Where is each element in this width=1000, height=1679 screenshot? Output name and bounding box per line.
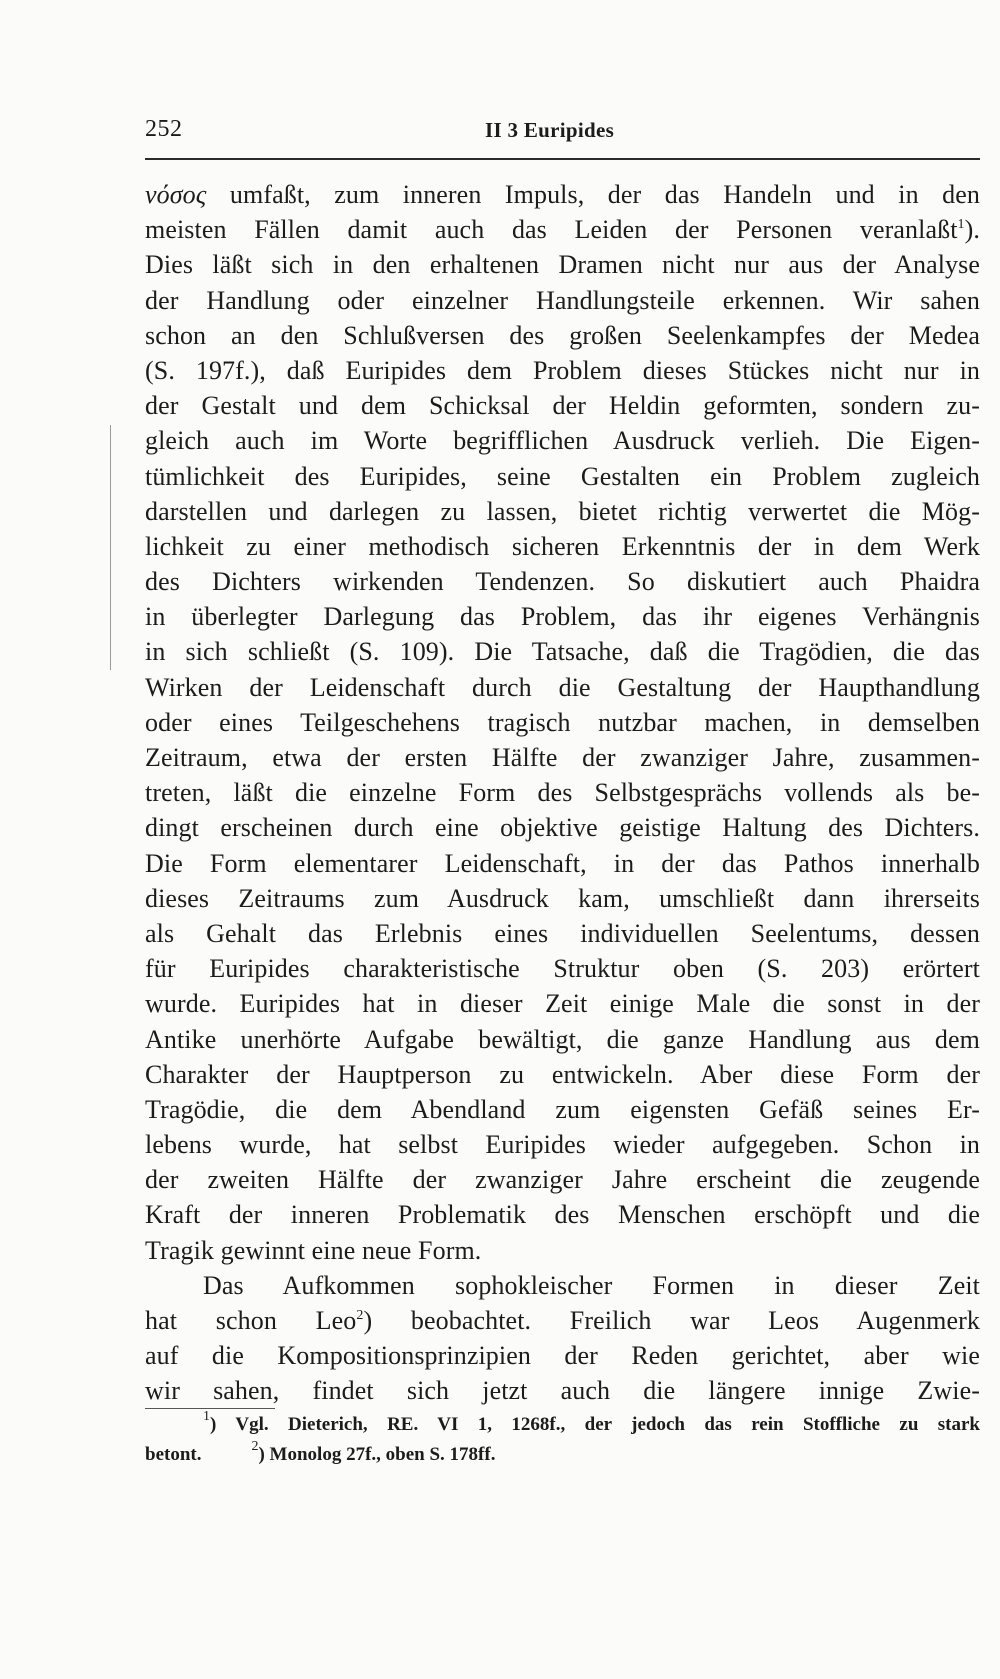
- text-line: [145, 881, 980, 916]
- line-text-after-ref: ).: [964, 215, 980, 245]
- footnote-1: [145, 1410, 980, 1440]
- footnote-rule: [145, 1408, 275, 1409]
- body-text: [145, 177, 980, 1409]
- footnote-ref: 2: [356, 1308, 364, 1323]
- text-line: [145, 705, 980, 740]
- text-line: [145, 318, 980, 353]
- header-rule: [145, 158, 980, 160]
- line-text: gleich auch im Worte begrifflichen Ausdruck verlieh. Die Eigen-: [145, 426, 980, 456]
- page-header: [145, 116, 980, 146]
- line-text: Das Aufkommen sophokleischer Formen in dieser Zeit: [203, 1270, 980, 1300]
- text-line: [145, 1162, 980, 1197]
- line-text: in sich schließt (S. 109). Die Tatsache, daß die Tragödien, die das: [145, 637, 980, 667]
- line-text: Dies läßt sich in den erhaltenen Dramen nicht nur aus der Analyse: [145, 250, 980, 280]
- text-line: [145, 353, 980, 388]
- line-text: hat schon Leo: [145, 1306, 357, 1335]
- line-text: meisten Fällen damit auch das Leiden der Personen veranlaßt: [145, 215, 958, 245]
- line-text: für Euripides charakteristische Struktur oben (S. 203) erörtert: [145, 954, 980, 984]
- line-text: umfaßt, zum inneren Impuls, der das Handeln und in den: [206, 180, 980, 209]
- line-text: (S. 197f.), daß Euripides dem Problem dieses Stückes nicht nur in: [145, 355, 980, 385]
- footnote-1-mark: 1: [203, 1409, 210, 1424]
- line-text: Tragödie, die dem Abendland zum eigensten Gefäß seines Er-: [145, 1094, 980, 1124]
- line-text: darstellen und darlegen zu lassen, bietet richtig verwertet die Mög-: [145, 496, 980, 526]
- text-line: [145, 212, 980, 247]
- line-text: dieses Zeitraums zum Ausdruck kam, umschließt dann ihrerseits: [145, 883, 980, 913]
- footnote-ref: 1: [957, 217, 965, 233]
- line-text: Wirken der Leidenschaft durch die Gestaltung der Haupthandlung: [145, 672, 980, 702]
- text-line: [145, 634, 980, 669]
- line-text: dingt erscheinen durch eine objektive geistige Haltung des Dichters.: [145, 813, 980, 843]
- line-text: tümlichkeit des Euripides, seine Gestalten ein Problem zugleich: [145, 461, 980, 491]
- text-line: [145, 423, 980, 458]
- text-line: [145, 1092, 980, 1127]
- text-line: [145, 1268, 980, 1303]
- text-line: [145, 1057, 980, 1092]
- line-text: des Dichters wirkenden Tendenzen. So diskutiert auch Phaidra: [145, 567, 980, 597]
- margin-pencil-mark: [110, 425, 111, 670]
- text-line: [145, 459, 980, 494]
- line-text: Kraft der inneren Problematik des Menschen erschöpft und die: [145, 1200, 980, 1230]
- text-line: [145, 1303, 980, 1338]
- footnote-1-text: ) Vgl. Dieterich, RE. VI 1, 1268f., der jedoch das rein Stoffliche zu stark: [210, 1414, 980, 1435]
- line-text: der zweiten Hälfte der zwanziger Jahre erscheint die zeugende: [145, 1165, 980, 1195]
- text-line: [145, 1373, 980, 1408]
- text-line: [145, 1338, 980, 1373]
- line-text: Tragik gewinnt eine neue Form.: [145, 1235, 482, 1265]
- footnote-1-continuation: betont.: [145, 1444, 202, 1465]
- line-text: lichkeit zu einer methodisch sicheren Erkenntnis der in dem Werk: [145, 531, 980, 561]
- footnote-2-text: ) Monolog 27f., oben S. 178ff.: [258, 1444, 496, 1465]
- line-text: lebens wurde, hat selbst Euripides wieder aufgegeben. Schon in: [145, 1130, 980, 1160]
- text-line: [145, 775, 980, 810]
- text-line: [145, 986, 980, 1021]
- text-line: [145, 810, 980, 845]
- line-text: Charakter der Hauptperson zu entwickeln. Aber diese Form der: [145, 1059, 980, 1089]
- text-line: [145, 1022, 980, 1057]
- text-line: [145, 529, 980, 564]
- text-line: [145, 599, 980, 634]
- text-line: [145, 247, 980, 282]
- line-text: auf die Kompositionsprinzipien der Reden gerichtet, aber wie: [145, 1341, 980, 1371]
- line-text-after-ref: ) beobachtet. Freilich war Leos Augenmerk: [363, 1306, 980, 1335]
- line-text: der Gestalt und dem Schicksal der Heldin geformten, sondern zu-: [145, 391, 980, 421]
- line-text: schon an den Schlußversen des großen Seelenkampfes der Medea: [145, 320, 980, 350]
- line-text: in überlegter Darlegung das Problem, das ihr eigenes Verhängnis: [145, 602, 980, 632]
- line-text: Zeitraum, etwa der ersten Hälfte der zwanziger Jahre, zusammen-: [145, 743, 980, 772]
- text-line: [145, 1197, 980, 1232]
- line-text: treten, läßt die einzelne Form des Selbstgesprächs vollends als be-: [145, 778, 980, 808]
- text-line: [145, 1233, 980, 1268]
- text-line: [145, 283, 980, 318]
- text-line: [145, 740, 980, 775]
- footnotes: [145, 1410, 980, 1470]
- footnote-2-mark: 2: [251, 1439, 259, 1454]
- page-number: 252: [145, 116, 183, 142]
- text-line: [145, 670, 980, 705]
- greek-word: νόσος: [145, 180, 207, 209]
- line-text: wurde. Euripides hat in dieser Zeit einige Male die sonst in der: [145, 989, 980, 1019]
- text-line: [145, 177, 980, 212]
- line-text: der Handlung oder einzelner Handlungsteile erkennen. Wir sahen: [145, 285, 980, 315]
- line-text: Die Form elementarer Leidenschaft, in der das Pathos innerhalb: [145, 848, 980, 878]
- text-line: [145, 951, 980, 986]
- text-line: [145, 564, 980, 599]
- running-head: II 3 Euripides: [485, 118, 615, 142]
- text-line: [145, 1127, 980, 1162]
- line-text: Antike unerhörte Aufgabe bewältigt, die ganze Handlung aus dem: [145, 1024, 980, 1054]
- text-line: [145, 494, 980, 529]
- text-line: [145, 846, 980, 881]
- line-text: oder eines Teilgeschehens tragisch nutzbar machen, in demselben: [145, 707, 980, 737]
- footnote-line-2: [145, 1440, 980, 1470]
- text-line: [145, 916, 980, 951]
- text-line: [145, 388, 980, 423]
- line-text: wir sahen, findet sich jetzt auch die längere innige Zwie-: [145, 1376, 980, 1406]
- line-text: als Gehalt das Erlebnis eines individuellen Seelentums, dessen: [145, 918, 980, 948]
